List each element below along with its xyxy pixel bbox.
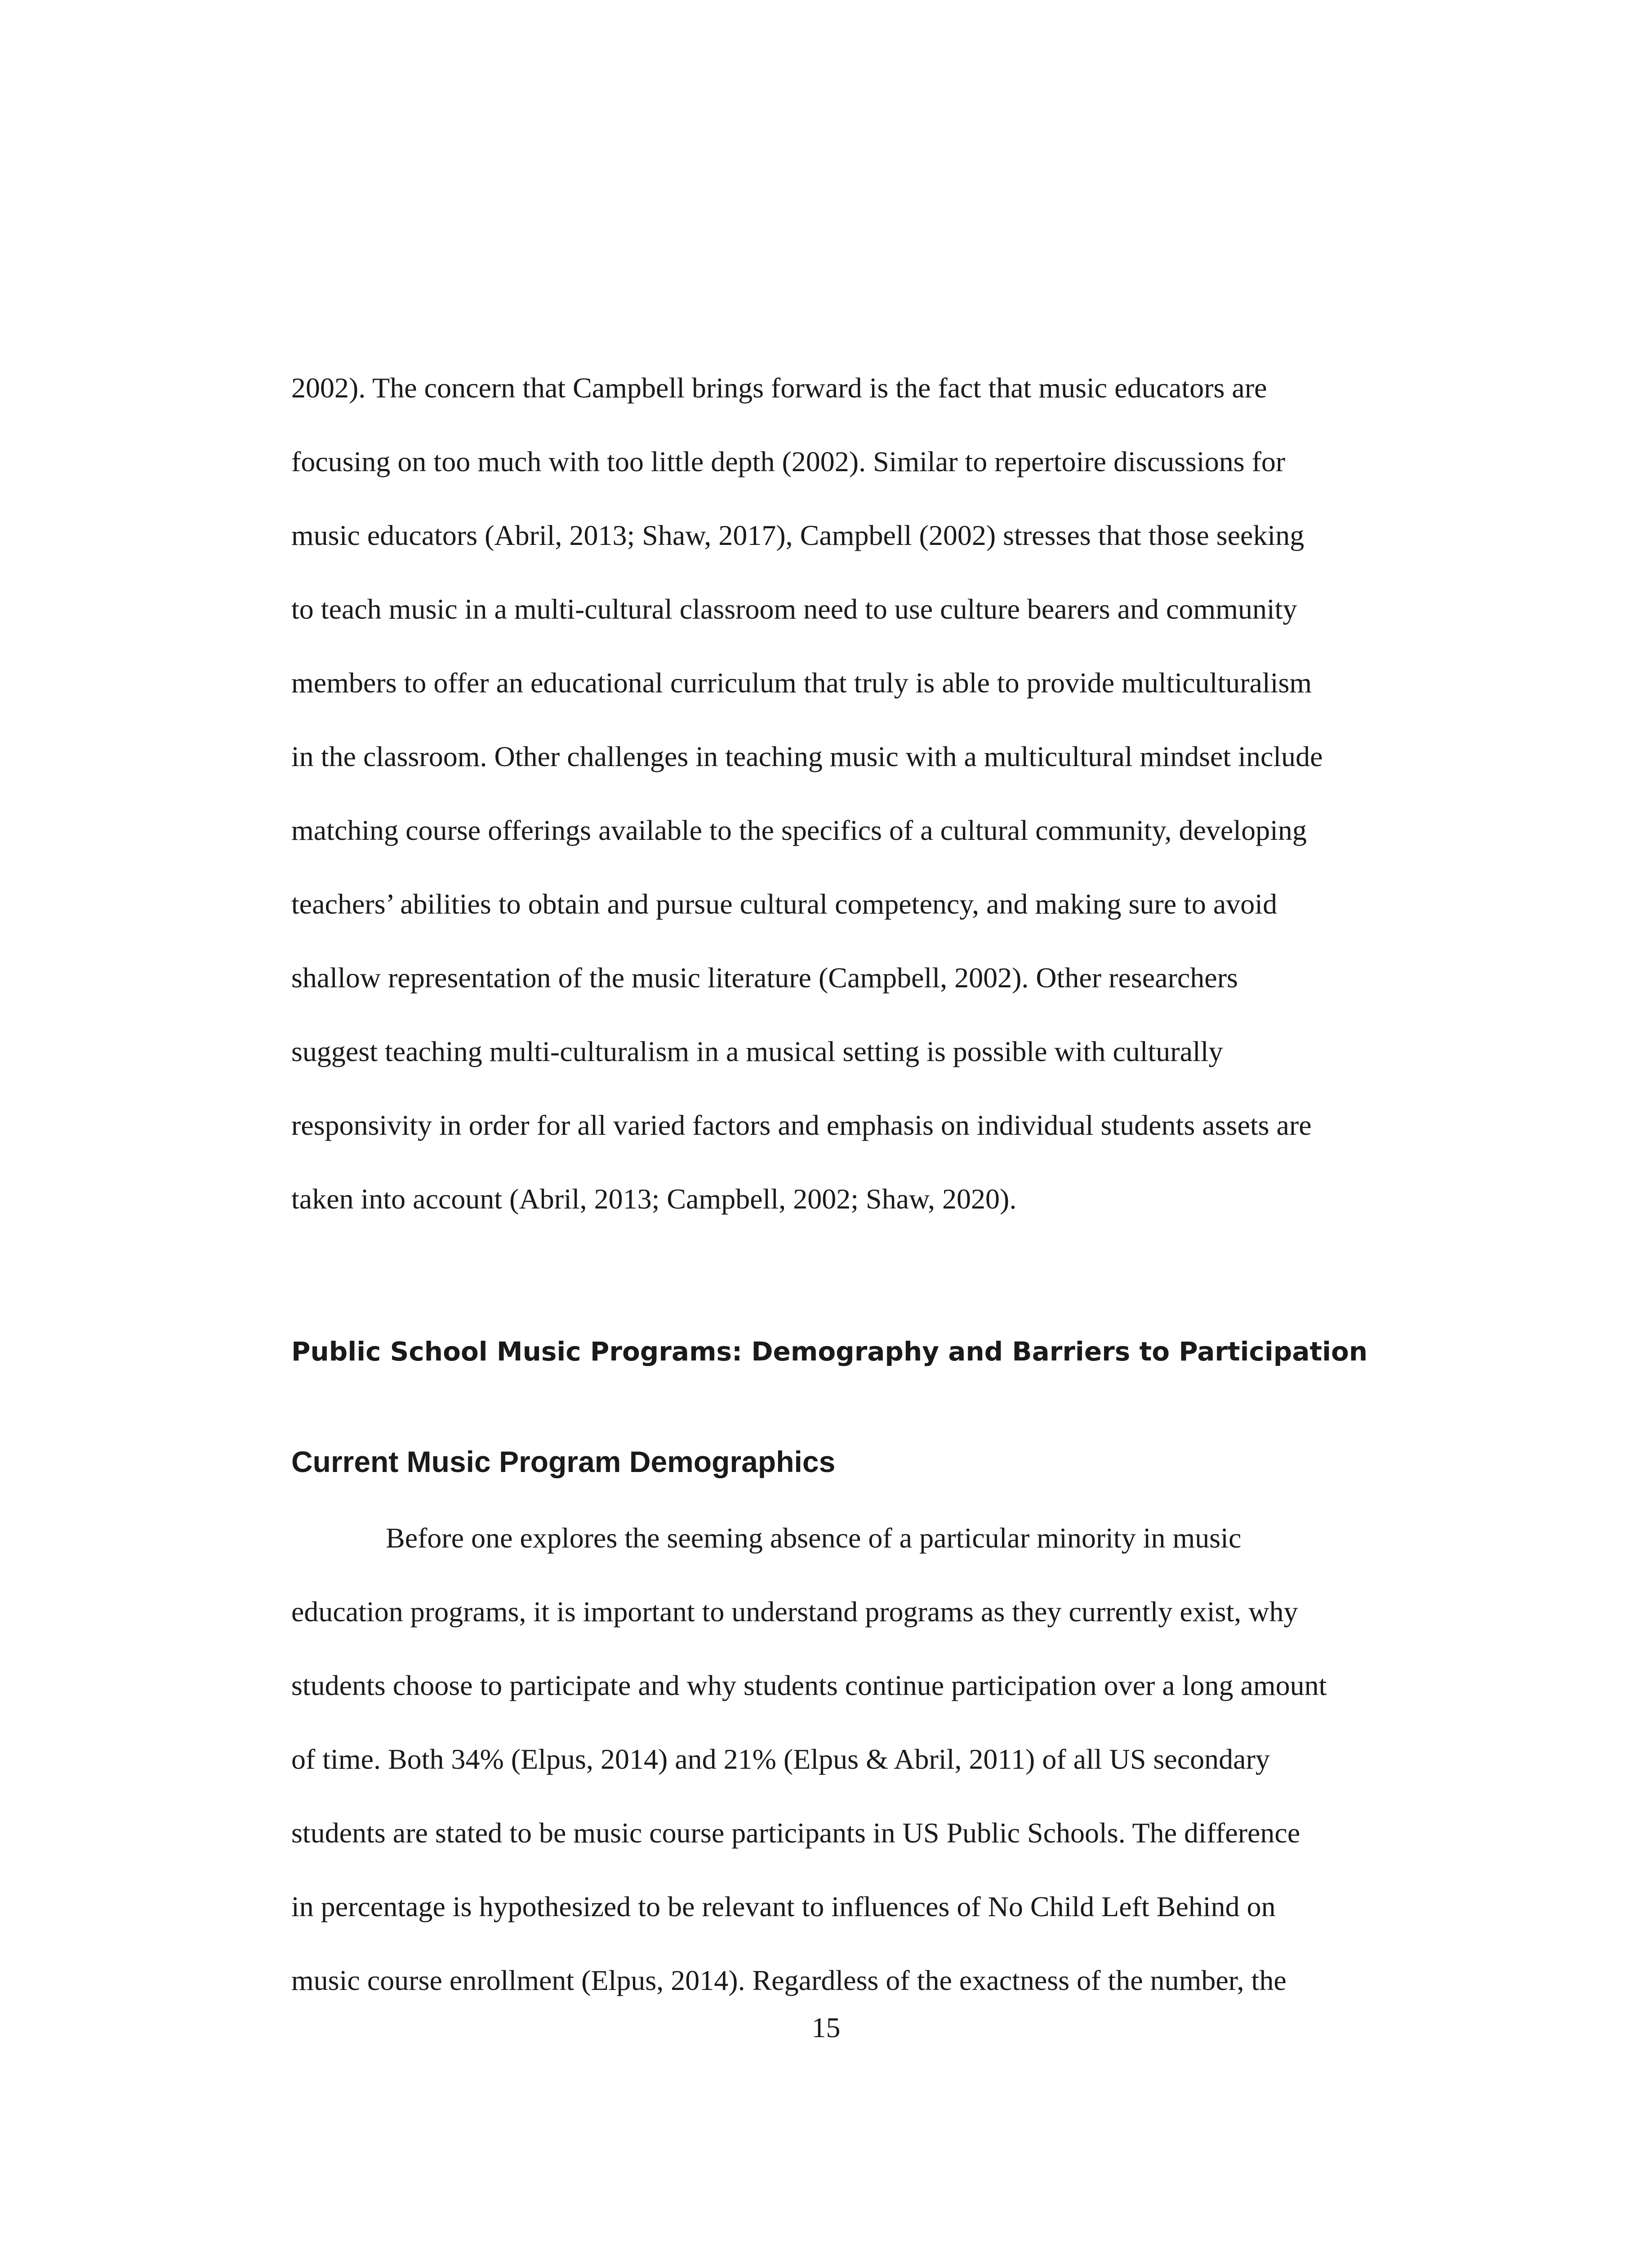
body-text-line: 2002). The concern that Campbell brings forward is the fact that music educators are: [291, 372, 1267, 404]
body-text-line: music course enrollment (Elpus, 2014). Regardless of the exactness of the number, the: [291, 1964, 1287, 1996]
body-text-line: in percentage is hypothesized to be relevant to influences of No Child Left Behind on: [291, 1891, 1276, 1922]
body-text-line: shallow representation of the music literature (Campbell, 2002). Other researchers: [291, 962, 1238, 994]
body-text-line: education programs, it is important to understand programs as they currently exist, why: [291, 1596, 1298, 1628]
body-text-line: taken into account (Abril, 2013; Campbell, 2002; Shaw, 2020).: [291, 1183, 1017, 1215]
body-text-line: suggest teaching multi-culturalism in a musical setting is possible with culturally: [291, 1035, 1223, 1067]
body-text-line: to teach music in a multi-cultural classroom need to use culture bearers and community: [291, 593, 1297, 625]
body-text-line: members to offer an educational curriculum that truly is able to provide multiculturalism: [291, 667, 1312, 699]
body-text-line: of time. Both 34% (Elpus, 2014) and 21% (Elpus & Abril, 2011) of all US secondary: [291, 1743, 1270, 1775]
body-text-line: matching course offerings available to the specifics of a cultural community, developing: [291, 814, 1307, 846]
body-text-line: responsivity in order for all varied factors and emphasis on individual students assets are: [291, 1109, 1312, 1141]
subsection-heading: Current Music Program Demographics: [291, 1445, 836, 1478]
body-text-line: music educators (Abril, 2013; Shaw, 2017), Campbell (2002) stresses that those seeking: [291, 519, 1305, 551]
body-text-line: students choose to participate and why students continue participation over a long amount: [291, 1669, 1327, 1701]
body-text-line: students are stated to be music course participants in US Public Schools. The difference: [291, 1817, 1300, 1849]
body-text-line: teachers’ abilities to obtain and pursue cultural competency, and making sure to avoid: [291, 888, 1278, 920]
section-heading: Public School Music Programs: Demography and Barriers to Participation: [291, 1336, 1368, 1367]
body-text-line: Before one explores the seeming absence of a particular minority in music: [386, 1522, 1242, 1554]
body-text-line: focusing on too much with too little depth (2002). Similar to repertoire discussions for: [291, 446, 1286, 477]
body-text-line: in the classroom. Other challenges in teaching music with a multicultural mindset include: [291, 740, 1323, 772]
page-number: 15: [811, 2012, 841, 2043]
